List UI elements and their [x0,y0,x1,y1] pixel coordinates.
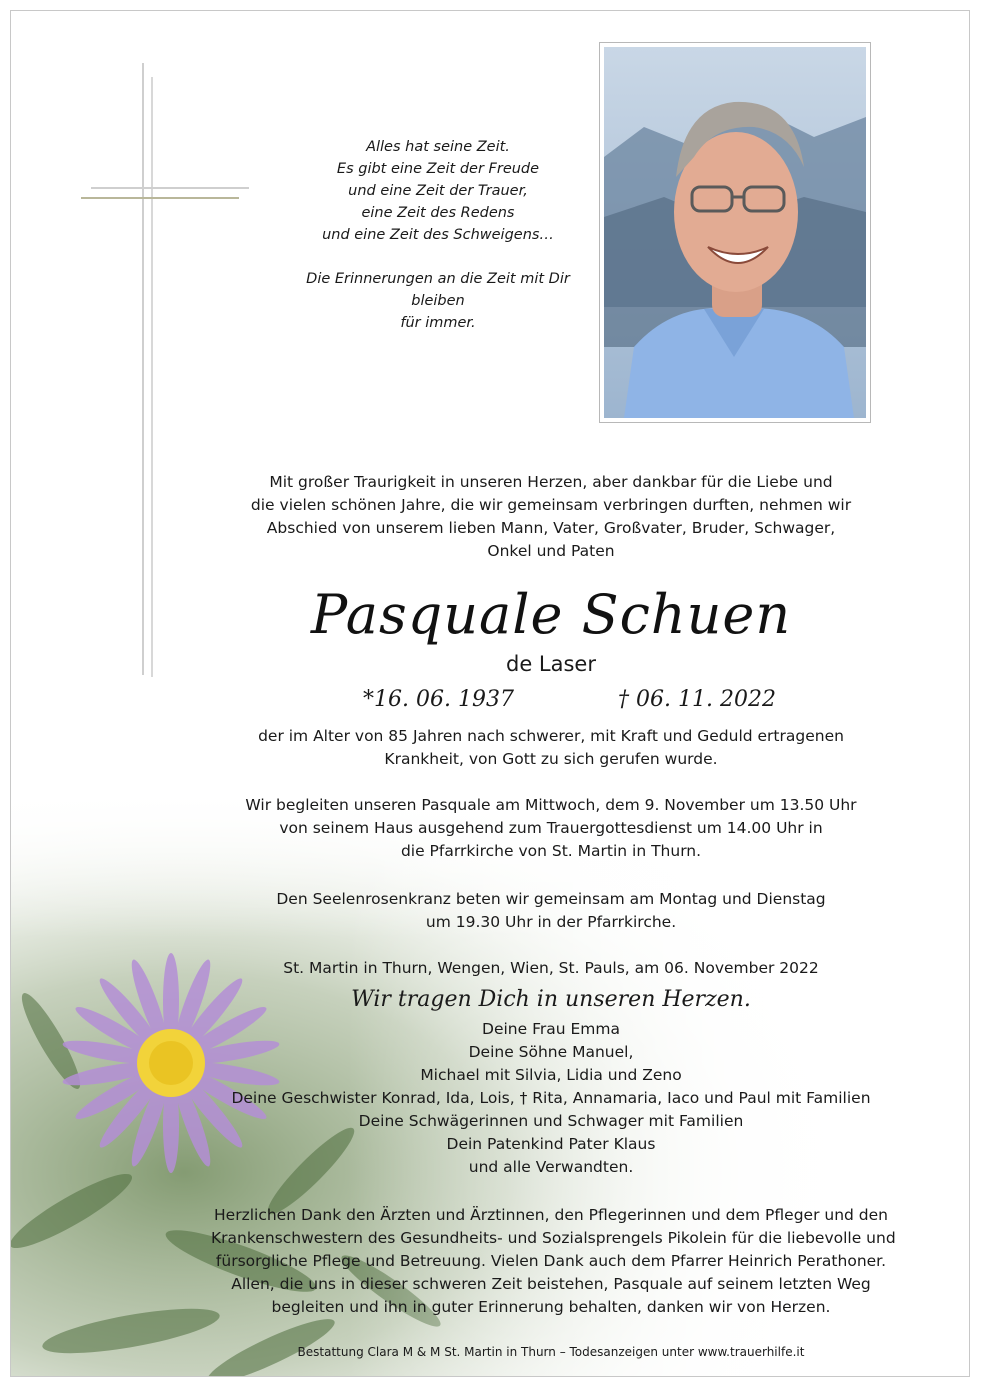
funeral-line: Wir begleiten unseren Pasquale am Mittwoch, dem 9. November um 13.50 Uhr [245,796,857,814]
mourner-line: Deine Schwägerinnen und Schwager mit Familien [358,1112,744,1130]
thanks-line: begleiten und ihn in guter Erinnerung behalten, danken wir von Herzen. [271,1298,831,1316]
intro-line: Abschied von unserem lieben Mann, Vater, Großvater, Bruder, Schwager, [266,519,836,537]
thanks-line: Krankenschwestern des Gesundheits- und Sozialsprengels Pikolein für die liebevolle und [211,1229,896,1247]
cross-vertical-line-2 [151,77,153,677]
funeral-line: die Pfarrkirche von St. Martin in Thurn. [400,842,702,860]
mourner-line: Deine Geschwister Konrad, Ida, Lois, † Rita, Annamaria, Iaco und Paul mit Familien [231,1089,871,1107]
portrait-image [604,47,866,418]
poem [293,136,583,334]
intro-line: Mit großer Traurigkeit in unseren Herzen, aber dankbar für die Liebe und [269,473,833,491]
cross-horizontal-line-2 [81,197,239,199]
intro-line: die vielen schönen Jahre, die wir gemeinsam verbringen durften, nehmen wir [250,496,852,514]
thanks-line: fürsorgliche Pflege und Betreuung. Vielen Dank auch dem Pfarrer Heinrich Perathoner. [215,1252,887,1270]
rosary-info [211,888,891,934]
intro-text [211,471,891,563]
mourner-line: Deine Söhne Manuel, [468,1043,634,1061]
death-notice [211,725,891,771]
mourner-line: Deine Frau Emma [482,1020,620,1038]
thanks-text [211,1204,896,1319]
birth-date: *16. 06. 1937 [363,687,514,712]
mourner-line: Michael mit Silvia, Lidia und Zeno [420,1066,682,1084]
deceased-epithet: de Laser [506,652,596,676]
mourner-line: und alle Verwandten. [468,1158,634,1176]
rosary-line: um 19.30 Uhr in der Pfarrkirche. [425,913,677,931]
deceased-name: Pasquale Schuen [310,583,792,646]
poem-line: Alles hat seine Zeit. [366,139,510,155]
death-date: † 06. 11. 2022 [618,687,776,712]
place-date-line: St. Martin in Thurn, Wengen, Wien, St. Pauls, am 06. November 2022 [283,959,819,977]
thanks-line: Herzlichen Dank den Ärzten und Ärztinnen, den Pflegerinnen und dem Pfleger und den [214,1206,888,1224]
mourners-list [211,1018,891,1179]
intro-line: Onkel und Paten [487,542,615,560]
obituary-page [10,10,970,1377]
poem-line: Es gibt eine Zeit der Freude [336,161,540,177]
place-date [211,957,891,980]
portrait-photo [599,42,871,423]
poem-line: und eine Zeit der Trauer, [348,183,528,199]
cross-horizontal-line [91,187,249,189]
poem-line: für immer. [400,315,476,331]
motto: Wir tragen Dich in unseren Herzen. [351,987,751,1012]
thanks-line: Allen, die uns in dieser schweren Zeit beistehen, Pasquale auf seinem letzten Weg [231,1275,871,1293]
poem-line: bleiben [411,293,465,309]
mourner-line: Dein Patenkind Pater Klaus [446,1135,656,1153]
funeral-line: von seinem Haus ausgehend zum Trauergottesdienst um 14.00 Uhr in [279,819,823,837]
death-notice-line: Krankheit, von Gott zu sich gerufen wurde. [384,750,718,768]
funeral-info [211,794,891,863]
death-notice-line: der im Alter von 85 Jahren nach schwerer, mit Kraft und Geduld ertragenen [258,727,844,745]
footer-credit: Bestattung Clara M & M St. Martin in Thurn – Todesanzeigen unter www.trauerhilfe.it [297,1345,805,1359]
poem-line: und eine Zeit des Schweigens… [322,227,554,243]
poem-line: Die Erinnerungen an die Zeit mit Dir [306,271,570,287]
cross-vertical-line [142,63,144,675]
rosary-line: Den Seelenrosenkranz beten wir gemeinsam am Montag und Dienstag [276,890,826,908]
poem-line: eine Zeit des Redens [361,205,515,221]
